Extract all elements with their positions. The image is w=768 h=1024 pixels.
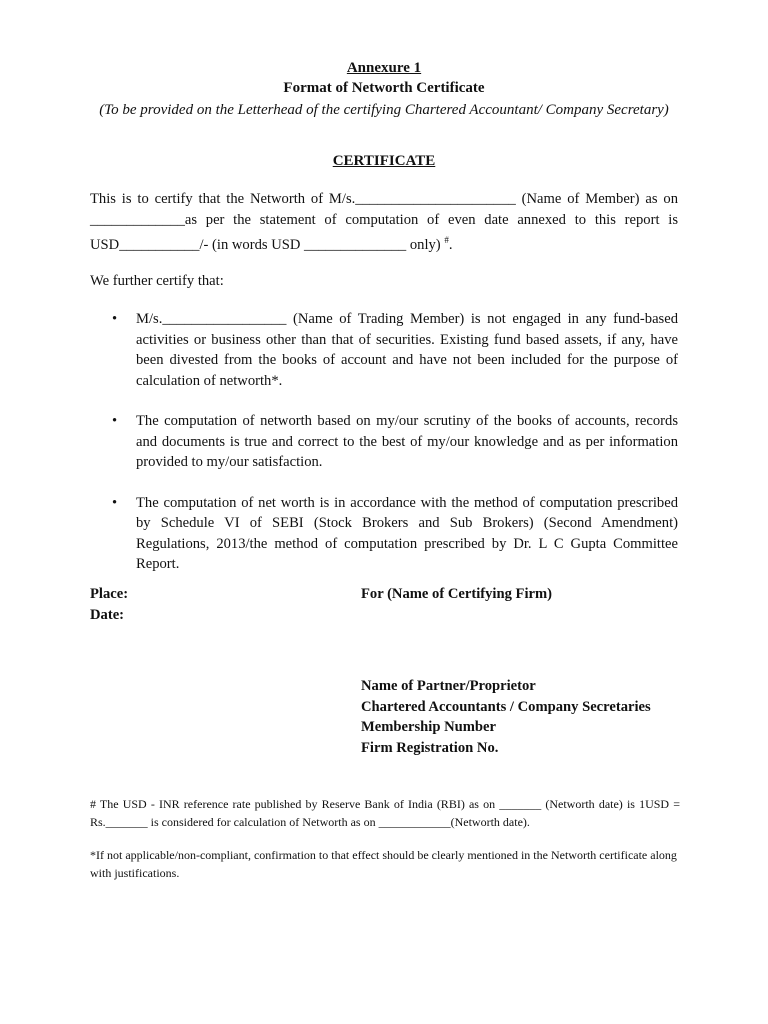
certification-list	[90, 309, 678, 575]
designation-label: Chartered Accountants / Company Secretaries	[361, 698, 651, 715]
signatory-block	[361, 676, 651, 758]
bullet-icon: •	[112, 413, 118, 429]
list-item	[90, 411, 678, 473]
list-item	[90, 309, 678, 391]
membership-number-label: Membership Number	[361, 719, 496, 735]
certifying-firm-label: For (Name of Certifying Firm)	[361, 586, 553, 602]
list-item-text: The computation of net worth is in accordance with the method of computation prescribed by Schedule VI of SEBI (Stock Brokers and Sub Brokers) (Second Amendment) Regulations, 2013/the method of computation prescribed by Dr. L C Gupta Committee Report.	[136, 494, 678, 572]
exchange-rate-footnote: # The USD - INR reference rate published by Reserve Bank of India (RBI) as on _______ (Networth date) is 1USD = Rs._______ is considered for calculation of Networth as on ____________(Networth date).	[90, 797, 680, 829]
place-date-block	[90, 584, 128, 626]
list-item	[90, 493, 678, 575]
certification-paragraph	[90, 189, 678, 255]
bullet-icon: •	[112, 311, 118, 327]
bullet-icon: •	[112, 494, 118, 511]
list-item-text: M/s._________________ (Name of Trading Member) is not engaged in any fund-based activities or business other than that of securities. Existing fund based assets, if any, have been divested from the books of account and have not been included for the purpose of calculation of networth*.	[136, 311, 678, 389]
certification-text: This is to certify that the Networth of M/s.______________________ (Name of Member) as on _____________as per the statement of computation of even date annexed to this report is USD___________/- (in words USD ______________ only)	[90, 191, 678, 253]
annexure-label: Annexure 1	[346, 60, 422, 76]
hash-footnote-marker: #	[444, 235, 449, 245]
list-item-text: The computation of networth based on my/our scrutiny of the books of accounts, records and documents is true and correct to the best of my/our knowledge and as per information provided to my/our satisfaction.	[136, 413, 678, 470]
place-label: Place:	[90, 586, 129, 602]
letterhead-instruction: (To be provided on the Letterhead of the certifying Chartered Accountant/ Company Secretary)	[99, 102, 669, 118]
document-header	[0, 58, 768, 98]
firm-registration-label: Firm Registration No.	[361, 739, 499, 756]
further-certify-paragraph: We further certify that:	[90, 273, 224, 289]
certificate-title: CERTIFICATE	[332, 153, 436, 169]
format-title: Format of Networth Certificate	[283, 80, 485, 96]
date-label: Date:	[90, 607, 125, 623]
certification-end: .	[448, 236, 453, 253]
non-compliance-footnote: *If not applicable/non-compliant, confirmation to that effect should be clearly mentioned in the Networth certificate along with justifications.	[90, 848, 677, 880]
partner-name-label: Name of Partner/Proprietor	[361, 678, 536, 694]
